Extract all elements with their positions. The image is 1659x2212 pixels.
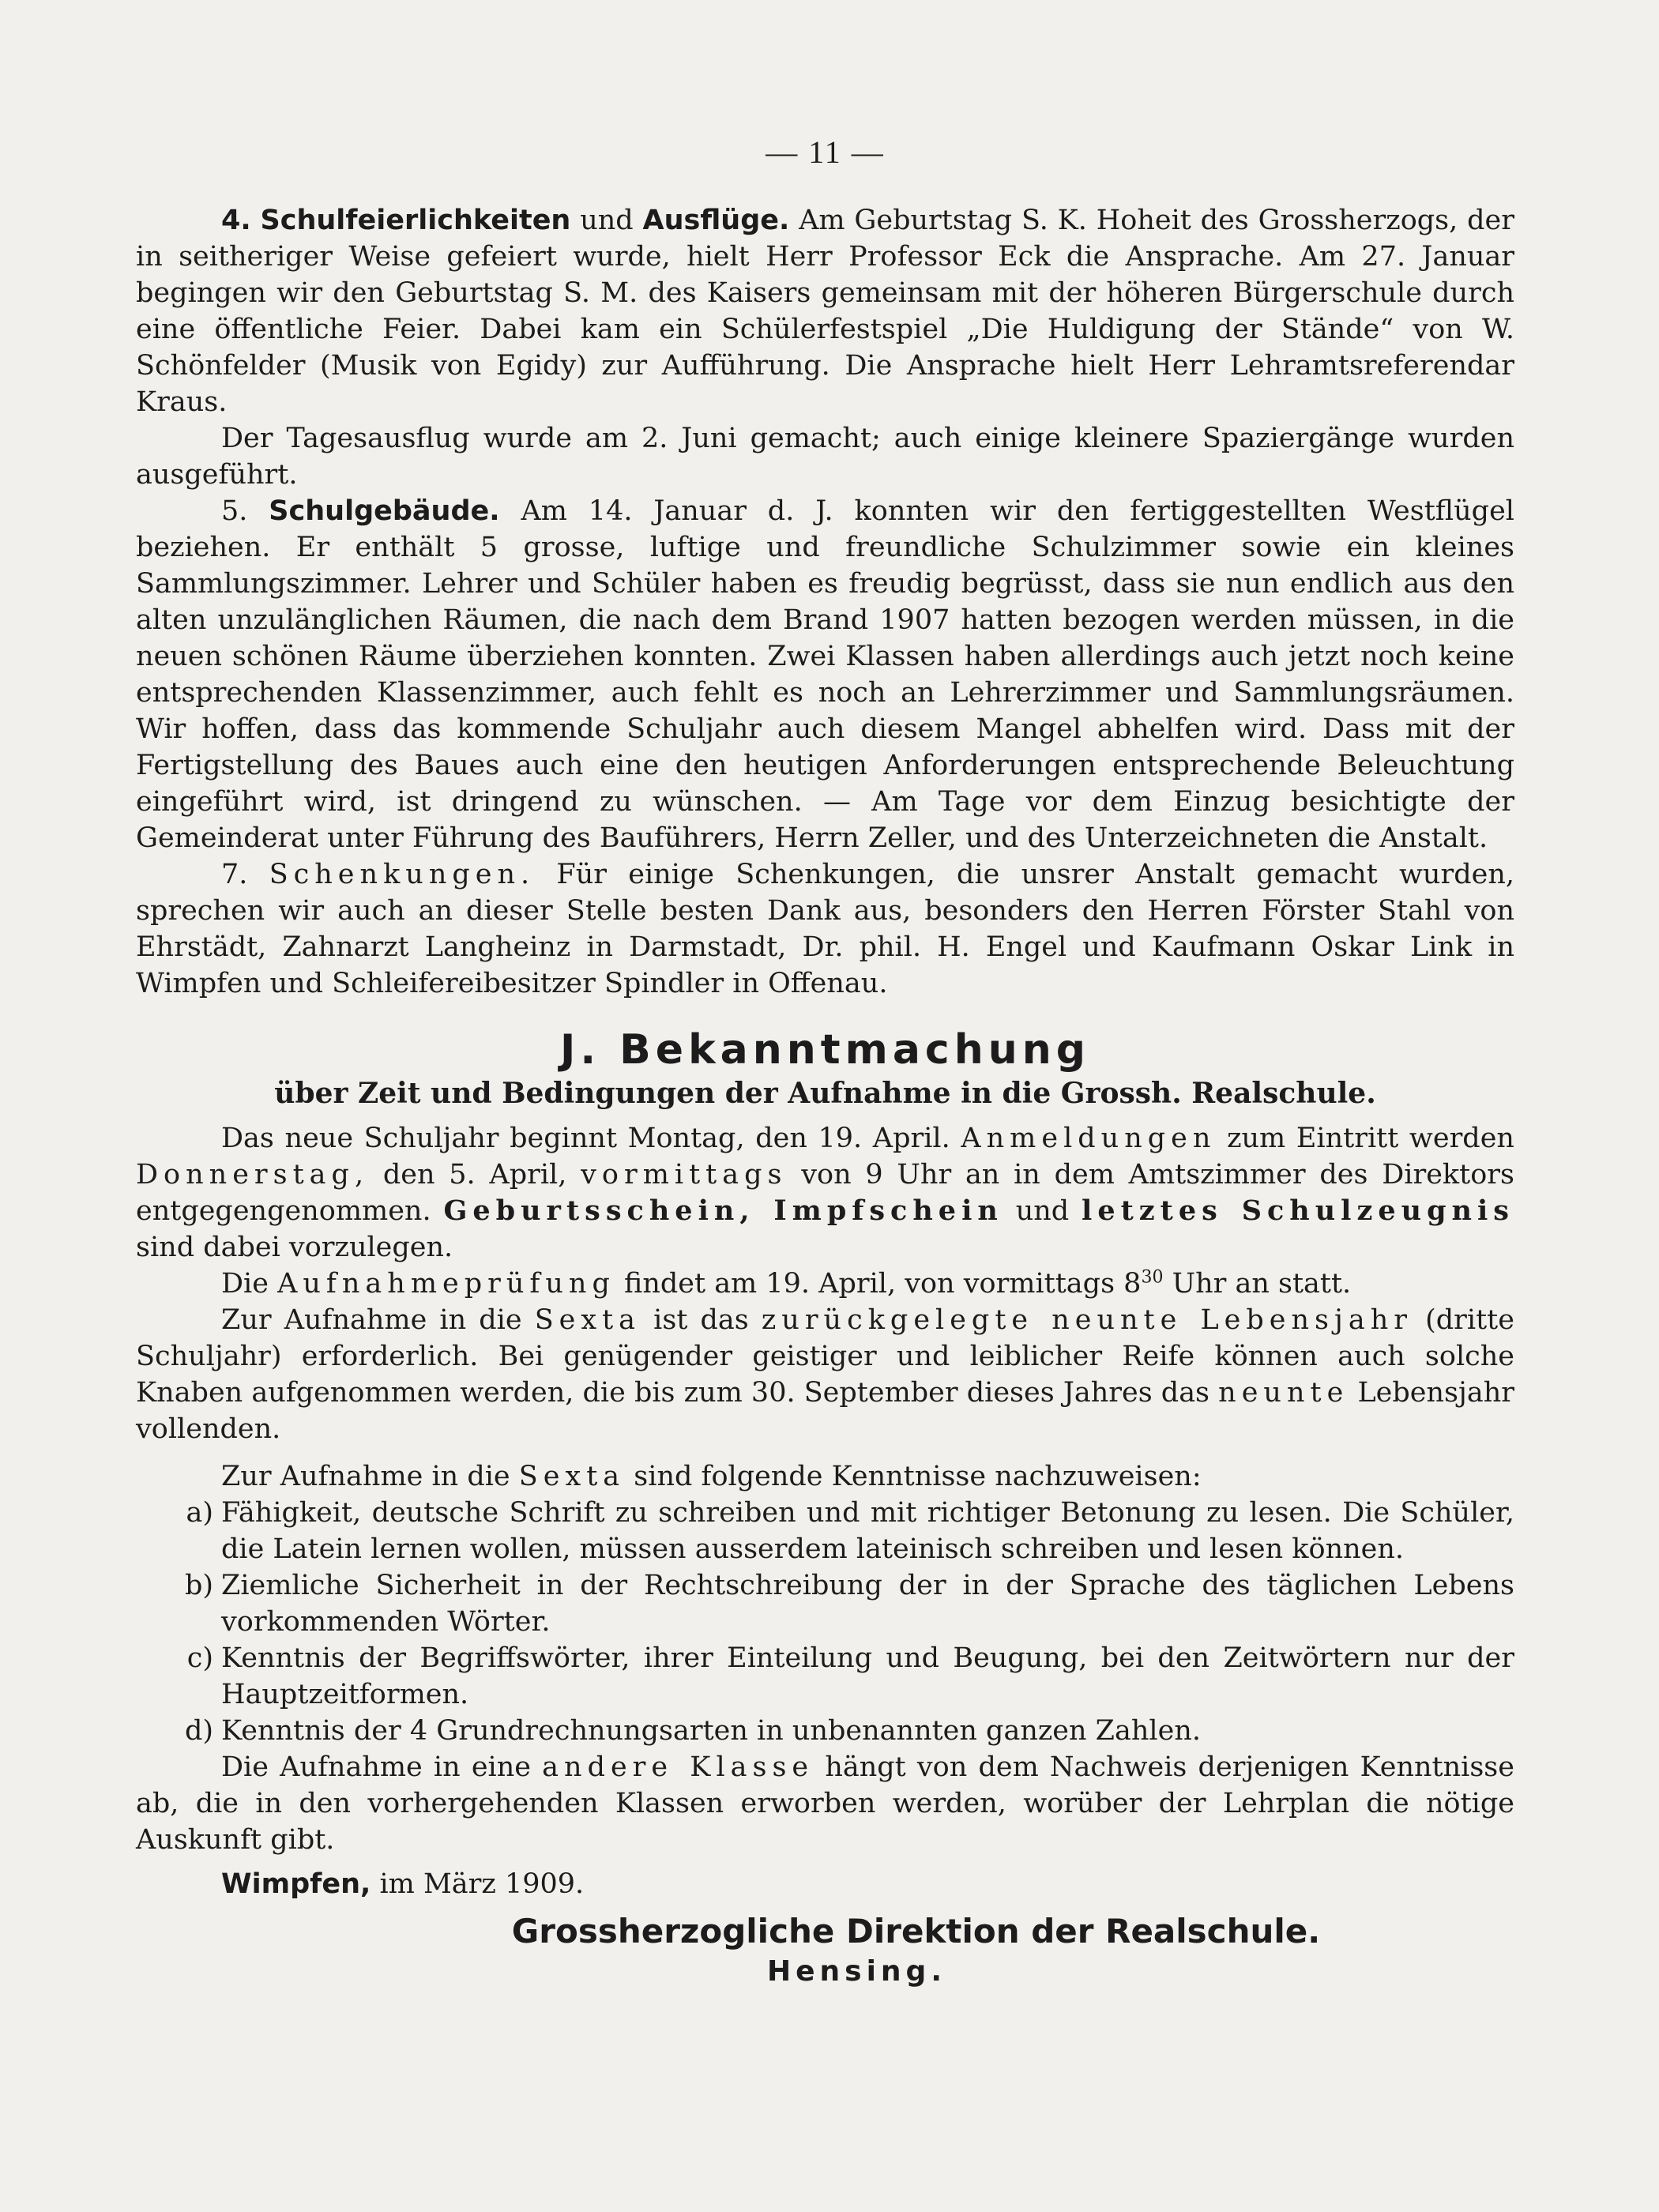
section-7-heading: Schenkungen.: [269, 859, 536, 890]
enrollment-text-c: zum Eintritt werden: [1227, 1123, 1514, 1154]
section-5-heading: Schulgebäude.: [269, 495, 500, 527]
exam-entrance: Aufnahmeprüfung: [277, 1268, 615, 1300]
enrollment-paragraph: [136, 1120, 1514, 1266]
age-text-a: Zur Aufnahme in die: [221, 1304, 522, 1336]
section-4-heading: Schulfeierlichkeiten: [260, 205, 571, 236]
exam-time-superscript: 30: [1141, 1267, 1164, 1288]
section-5-paragraph: [136, 493, 1514, 856]
knowledge-sexta: Sexta: [518, 1461, 626, 1492]
list-item-text: Ziemliche Sicherheit in der Rechtschreibung der in der Sprache des täglichen Lebens vorkommenden Wörter.: [221, 1570, 1514, 1638]
other-class-text-a: Die Aufnahme in eine: [221, 1751, 531, 1783]
announcement-subtitle: über Zeit und Bedingungen der Aufnahme in die Grossh. Realschule.: [274, 1077, 1376, 1110]
list-item-label: d): [184, 1715, 213, 1747]
requirements-list: [136, 1495, 1514, 1749]
date: im März 1909.: [379, 1868, 585, 1900]
section-4-number: 4.: [221, 205, 251, 236]
enrollment-thursday: Donnerstag,: [136, 1159, 370, 1191]
list-item-text: Kenntnis der Begriffswörter, ihrer Einteilung und Beugung, bei den Zeitwörtern nur der Hauptzeitformen.: [221, 1642, 1514, 1710]
list-item-text: Fähigkeit, deutsche Schrift zu schreiben und mit richtiger Betonung zu lesen. Die Schüler, die Latein lernen wollen, müssen ausserdem lateinisch schreiben und lesen können.: [221, 1497, 1514, 1565]
age-text-c: ist das: [653, 1304, 749, 1336]
section-7-text: Für einige Schenkungen, die unsrer Anstalt gemacht wurden, sprechen wir auch an dieser Stelle besten Dank aus, besonders den Herren Förster Stahl von Ehrstädt, Zahnarzt Langheinz in Darmstadt, Dr. phil. H. Engel und Kaufmann Oskar Link in Wimpfen und Schleifereibesitzer Spindler in Offenau.: [136, 859, 1514, 999]
enrollment-and: und: [1015, 1195, 1070, 1227]
knowledge-text-c: sind folgende Kenntnisse nachzuweisen:: [634, 1461, 1202, 1492]
exam-text-a: Die: [221, 1268, 269, 1300]
age-paragraph: [136, 1302, 1514, 1447]
enrollment-certificates: Geburtsschein, Impfschein: [443, 1194, 1003, 1227]
exam-paragraph: [136, 1266, 1514, 1302]
enrollment-registration: Anmeldungen: [961, 1123, 1217, 1154]
exam-text-c: findet am 19. April, von vormittags 8: [624, 1268, 1142, 1300]
place-date-line: [136, 1866, 1514, 1902]
section-4-excursion: Der Tagesausflug wurde am 2. Juni gemacht; auch einige kleinere Spaziergänge wurden ausgeführt.: [136, 423, 1514, 491]
enrollment-morning: vormittags: [581, 1159, 788, 1191]
page-number: — 11 —: [766, 134, 885, 170]
place: Wimpfen,: [221, 1868, 371, 1900]
enrollment-date: den 5. April,: [382, 1159, 567, 1191]
page-content: [136, 134, 1514, 1991]
announcement-title: J. Bekanntmachung: [559, 1026, 1091, 1074]
knowledge-intro: [136, 1458, 1514, 1495]
age-text-g: Lebensjahr vollenden.: [136, 1377, 1515, 1445]
exam-text-d: Uhr an statt.: [1172, 1268, 1352, 1300]
other-class-emphasis: andere Klasse: [542, 1751, 814, 1783]
signature-organization: Grossherzogliche Direktion der Realschule.: [511, 1912, 1321, 1951]
list-item-label: a): [186, 1497, 213, 1529]
age-text-e: (dritte Schuljahr) erforderlich. Bei genügender geistiger und leiblicher Reife können auch solche Knaben aufgenommen werden, die bis zum 30. September dieses Jahres das: [136, 1304, 1514, 1409]
other-class-paragraph: [136, 1749, 1514, 1858]
other-class-text-c: hängt von dem Nachweis derjenigen Kenntnisse ab, die in den vorhergehenden Klassen erworben werden, worüber der Lehrplan die nötige Auskunft gibt.: [136, 1751, 1514, 1856]
list-item: [136, 1567, 1514, 1640]
list-item-text: Kenntnis der 4 Grundrechnungsarten in unbenannten ganzen Zahlen.: [221, 1715, 1201, 1747]
enrollment-text-k: sind dabei vorzulegen.: [136, 1232, 453, 1263]
list-item-label: b): [184, 1570, 213, 1601]
section-4-text: Am Geburtstag S. K. Hoheit des Grossherzogs, der in seitheriger Weise gefeiert wurde, hielt Herr Professor Eck die Ansprache. Am 27. Januar begingen wir den Geburtstag S. M. des Kaisers gemeinsam mit der höheren Bürgerschule durch eine öffentliche Feier. Dabei kam ein Schülerfestspiel „Die Huldigung der Stände“ von W. Schönfelder (Musik von Egidy) zur Aufführung. Die Ansprache hielt Herr Lehramtsreferendar Kraus.: [136, 205, 1514, 418]
enrollment-report: letztes Schulzeugnis: [1082, 1194, 1514, 1227]
enrollment-start: Das neue Schuljahr beginnt Montag, den 19. April.: [221, 1123, 950, 1154]
section-4-heading-2: Ausflüge.: [642, 205, 790, 236]
section-4-and: und: [580, 205, 634, 236]
section-5-text: Am 14. Januar d. J. konnten wir den fertiggestellten Westflügel beziehen. Er enthält 5 grosse, luftige und freundliche Schulzimmer sowie ein kleines Sammlungszimmer. Lehrer und Schüler haben es freudig begrüsst, dass sie nun endlich aus den alten unzulänglichen Räumen, die nach dem Brand 1907 hatten bezogen werden müssen, in die neuen schönen Räume überziehen konnten. Zwei Klassen haben allerdings auch jetzt noch keine entsprechenden Klassenzimmer, auch fehlt es noch an Lehrerzimmer und Sammlungsräumen. Wir hoffen, dass das kommende Schuljahr auch diesem Mangel abhelfen wird. Dass mit der Fertigstellung des Baues auch eine den heutigen Anforderungen entsprechende Beleuchtung eingeführt wird, ist dringend zu wünschen. — Am Tage vor dem Einzug besichtigte der Gemeinderat unter Führung des Bauführers, Herrn Zeller, und des Unterzeichneten die Anstalt.: [136, 495, 1514, 854]
section-7-paragraph: [136, 856, 1514, 1002]
list-item: [136, 1640, 1514, 1713]
age-ninth: neunte: [1218, 1377, 1349, 1409]
knowledge-text-a: Zur Aufnahme in die: [221, 1461, 510, 1492]
age-sexta: Sexta: [534, 1304, 641, 1336]
age-ninth-year: zurückgelegte neunte Lebensjahr: [761, 1304, 1413, 1336]
section-7-number: 7.: [221, 859, 248, 890]
list-item: [136, 1713, 1514, 1749]
list-item: [136, 1495, 1514, 1567]
list-item-label: c): [186, 1642, 213, 1674]
section-4-paragraph: [136, 202, 1514, 420]
signature-name: Hensing.: [766, 1955, 946, 1988]
enrollment-text-g: von 9 Uhr an in dem Amtszimmer des Direktors entgegengenommen.: [136, 1159, 1514, 1227]
section-5-number: 5.: [221, 495, 248, 527]
